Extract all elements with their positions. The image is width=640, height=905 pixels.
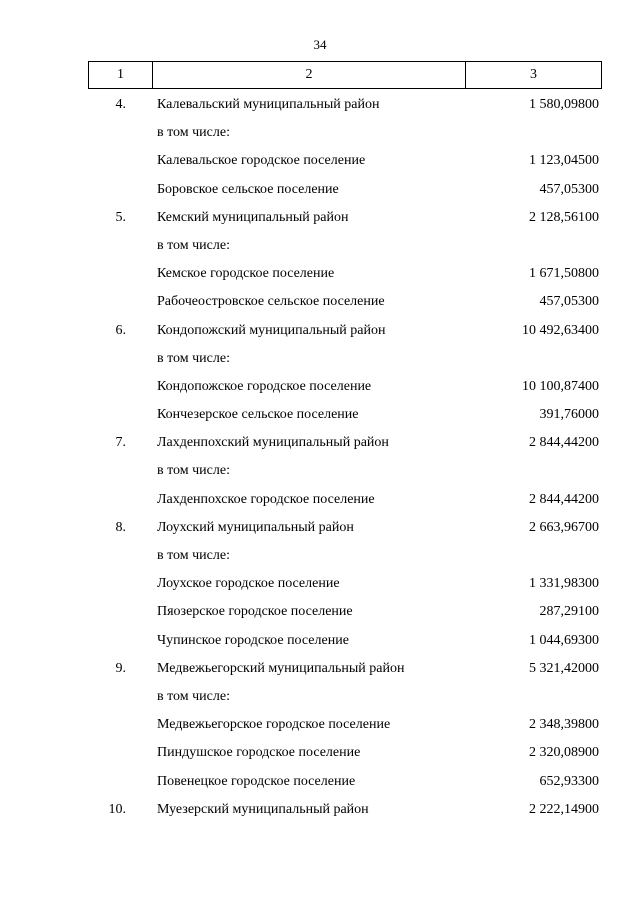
row-value: 391,76000 [539,407,599,423]
row-number: 7. [115,435,126,451]
table-row [88,598,602,626]
row-name: Медвежьегорский муниципальный район [157,660,405,676]
row-name: Лоухское городское поселение [157,576,340,592]
table-row [88,91,602,119]
table-row [88,232,602,260]
table-row [88,457,602,485]
row-value: 457,05300 [539,181,599,197]
row-value: 287,29100 [539,604,599,620]
row-value: 2 128,56100 [529,209,599,225]
column-header-2: 2 [153,62,466,88]
row-name: Медвежьегорское городское поселение [157,717,391,733]
row-value: 5 321,42000 [529,660,599,676]
table-row [88,429,602,457]
row-name: Пиндушское городское поселение [157,745,361,761]
row-name: Калевальский муниципальный район [157,97,380,112]
row-name: в том числе: [157,688,230,704]
row-value: 2 320,08900 [529,745,599,761]
table-row [88,345,602,373]
table-row [88,147,602,175]
table-row [88,683,602,711]
row-value: 457,05300 [539,294,599,310]
table-row [88,655,602,683]
row-number: 10. [108,801,126,817]
row-value: 1 044,69300 [529,632,599,648]
row-name: в том числе: [157,463,230,479]
table-row [88,373,602,401]
column-header-3: 3 [530,67,537,82]
row-number: 8. [115,519,126,535]
row-name: Пяозерское городское поселение [157,604,353,620]
row-name: Чупинское городское поселение [157,632,349,648]
row-value: 2 222,14900 [529,801,599,817]
row-name: Кемский муниципальный район [157,209,349,225]
row-name: Лахденпохский муниципальный район [157,435,389,451]
row-value: 2 663,96700 [529,519,599,535]
table-row [88,401,602,429]
row-number: 6. [115,322,126,338]
row-value: 1 671,50800 [529,266,599,282]
row-value: 1 331,98300 [529,576,599,592]
table-row [88,119,602,147]
row-name: Лоухский муниципальный район [157,519,354,535]
row-name: в том числе: [157,125,230,141]
row-name: в том числе: [157,237,230,253]
row-value: 2 844,44200 [529,491,599,507]
row-name: Кемское городское поселение [157,266,335,282]
row-name: Калевальское городское поселение [157,153,366,169]
row-name: Кондопожский муниципальный район [157,322,386,338]
row-name: Лахденпохское городское поселение [157,491,375,507]
table-row [88,204,602,232]
table-header [88,61,602,89]
row-value: 1 580,09800 [529,97,599,112]
row-name: в том числе: [157,350,230,366]
row-number: 9. [115,660,126,676]
page-number: 34 [313,37,327,52]
table-row [88,260,602,288]
table-row [88,627,602,655]
row-value: 2 844,44200 [529,435,599,451]
row-name: Кончезерское сельское поселение [157,407,359,423]
table-row [88,486,602,514]
table-row [88,570,602,598]
row-name: Повенецкое городское поселение [157,773,356,789]
table-row [88,288,602,316]
table-row [88,768,602,796]
row-name: Муезерский муниципальный район [157,801,369,817]
table-row [88,796,602,824]
row-number: 4. [115,97,126,112]
row-name: Рабочеостровское сельское поселение [157,294,385,310]
row-name: Боровское сельское поселение [157,181,339,197]
table-row [88,739,602,767]
row-number: 5. [115,209,126,225]
row-value: 10 100,87400 [522,378,599,394]
table-row [88,514,602,542]
row-value: 1 123,04500 [529,153,599,169]
row-value: 652,93300 [539,773,599,789]
table-row [88,176,602,204]
table-row [88,317,602,345]
row-name: Кондопожское городское поселение [157,378,372,394]
column-header-1: 1 [89,62,153,88]
row-value: 10 492,63400 [522,322,599,338]
row-name: в том числе: [157,548,230,563]
row-value: 2 348,39800 [529,717,599,733]
table-body [88,91,602,824]
table-row [88,711,602,739]
table-row [88,542,602,570]
